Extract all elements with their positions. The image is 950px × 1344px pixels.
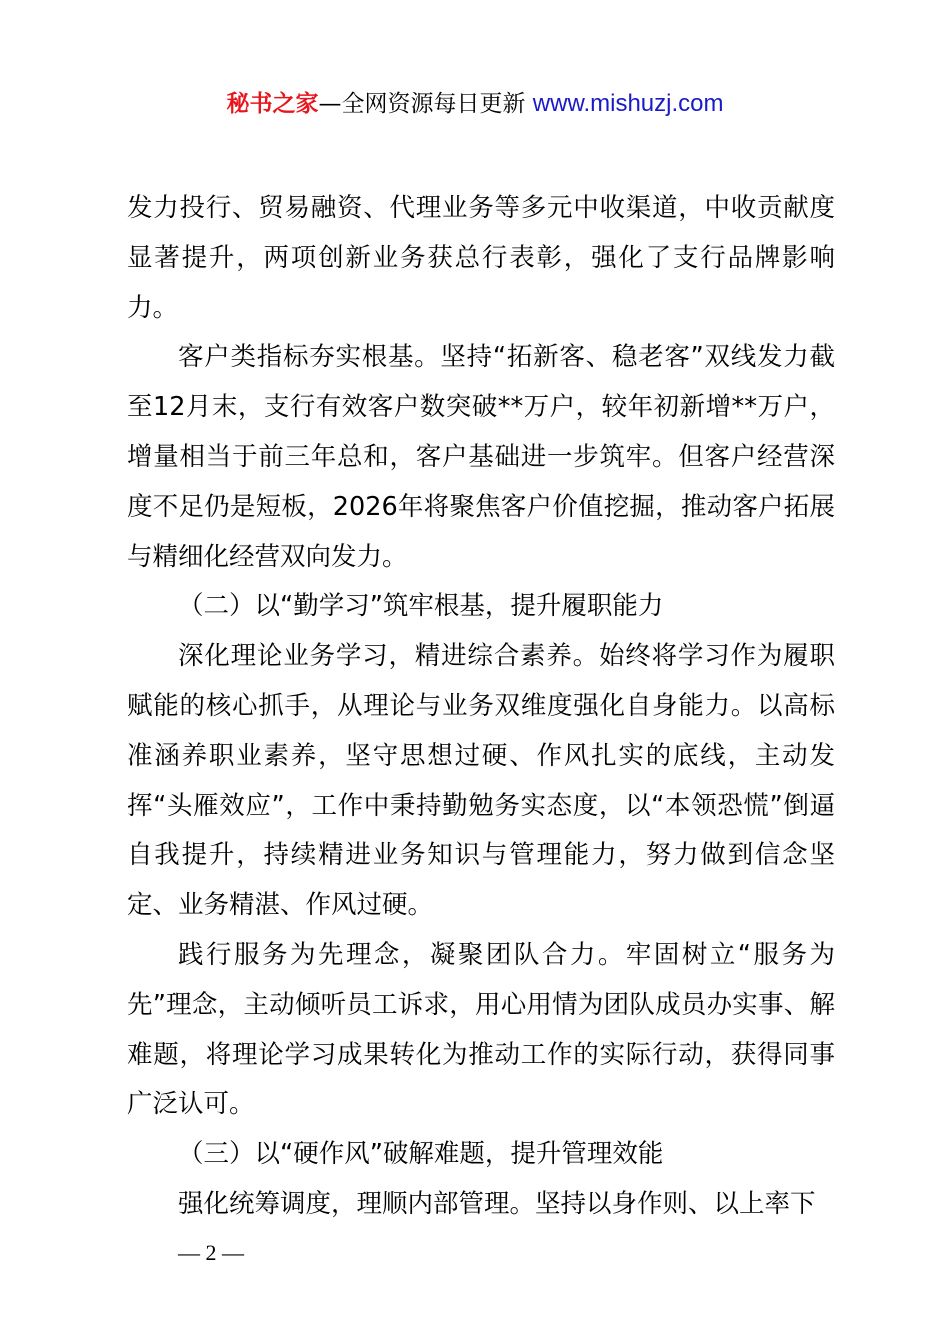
header-slogan: —全网资源每日更新 bbox=[318, 91, 533, 117]
brand-name: 秘书之家 bbox=[226, 91, 319, 117]
site-url-link[interactable]: www.mishuzj.com bbox=[532, 90, 724, 117]
paragraph-continuation: 发力投行、贸易融资、代理业务等多元中收渠道，中收贡献度显著提升，两项创新业务获总行表彰，强化了支行品牌影响力。 bbox=[127, 193, 835, 323]
paragraph-coordination: 强化统筹调度，理顺内部管理。坚持以身作则、以上率下 bbox=[178, 1188, 816, 1219]
document-body bbox=[127, 184, 835, 1230]
paragraph-service-first: 践行服务为先理念，凝聚团队合力。牢固树立“服务为先”理念，主动倾听员工诉求，用心用情为团队成员办实事、解难题，将理论学习成果转化为推动工作的实际行动，获得同事广泛认可。 bbox=[127, 939, 835, 1120]
section-heading-2: （二）以“勤学习”筑牢根基，提升履职能力 bbox=[178, 591, 664, 622]
paragraph-theory-study: 深化理论业务学习，精进综合素养。始终将学习作为履职赋能的核心抓手，从理论与业务双维度强化自身能力。以高标准涵养职业素养，坚守思想过硬、作风扎实的底线，主动发挥“头雁效应”，工作中秉持勤勉务实态度，以“本领恐慌”倒逼自我提升，持续精进业务知识与管理能力，努力做到信念坚定、业务精湛、作风过硬。 bbox=[127, 641, 835, 921]
document-header bbox=[0, 86, 950, 122]
paragraph-customer-indicators: 客户类指标夯实根基。坚持“拓新客、稳老客”双线发力截至12月末，支行有效客户数突破**万户，较年初新增**万户，增量相当于前三年总和，客户基础进一步筑牢。但客户经营深度不足仍是短板，2026年将聚焦客户价值挖掘，推动客户拓展与精细化经营双向发力。 bbox=[127, 342, 835, 572]
section-heading-3: （三）以“硬作风”破解难题，提升管理效能 bbox=[178, 1139, 664, 1170]
page-number: — 2 — bbox=[178, 1240, 244, 1265]
